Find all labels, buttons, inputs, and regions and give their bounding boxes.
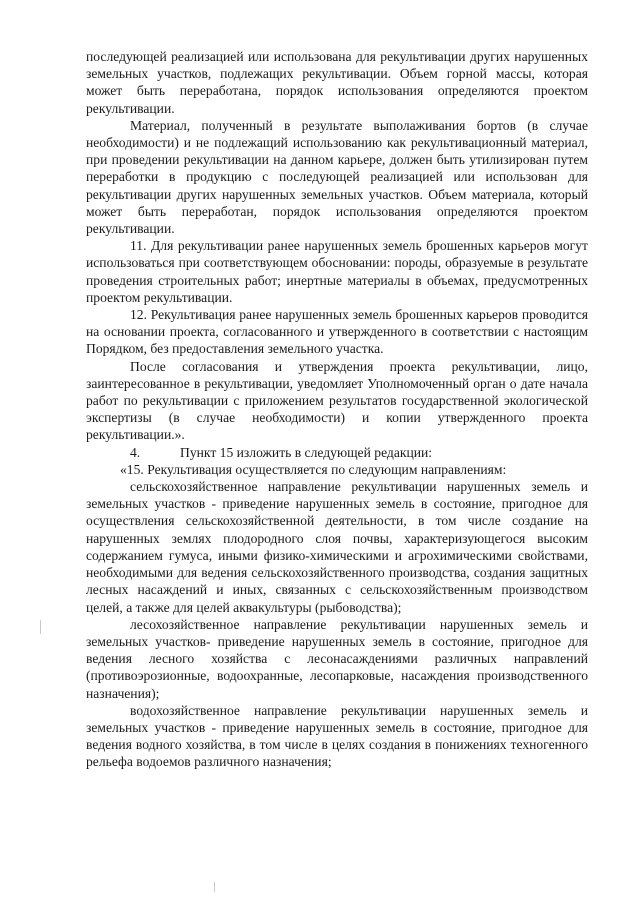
paragraph-agricultural-direction: сельскохозяйственное направление рекультивации нарушенных земель и земельных участков - приведение нарушенных земель в состояние, пригодное для осуществления сельскохозяйственной деятельности, в том числе создание на нарушенных землях плодородного слоя почвы, характеризующегося высоким содержанием гумуса, иными физико-химическими и агрохимическими свойствами, необходимыми для ведения сельскохозяйственного производства, создания защитных лесных насаждений и иных, связанных с сельскохозяйственным производством целей, а также для целей аквакультуры (рыбоводства); (86, 479, 588, 615)
paragraph-item-15: «15. Рекультивация осуществляется по следующим направлениям: (120, 461, 507, 477)
paragraph: последующей реализацией или использована для рекультивации других нарушенных земельных участков, подлежащих рекультивации. Объем горной массы, которая может быть переработана, порядок использования определяются проектом рекультивации. (86, 49, 588, 116)
paragraph-item-11: 11. Для рекультивации ранее нарушенных земель брошенных карьеров могут использоваться при соответствующем обосновании: породы, образуемые в результате проведения строительных работ; инертные материалы в объемах, предусмотренных проектом рекультивации. (86, 238, 588, 305)
paragraph: Материал, полученный в результате выполаживания бортов (в случае необходимости) и не подлежащий использованию как рекультивационный материал, при проведении рекультивации на данном карьере, должен быть утилизирован путем переработки в продукцию с последующей реализацией или использован для рекультивации других нарушенных земельных участков. Объем материала, который может быть переработан, порядок использования определяются проектом рекультивации. (86, 117, 588, 237)
list-item-text: Пункт 15 изложить в следующей редакции: (180, 444, 433, 460)
list-item-4 (86, 444, 588, 461)
list-item-number: 4. (130, 444, 141, 460)
paragraph-forestry-direction: лесохозяйственное направление рекультивации нарушенных земель и земельных участков- приведение нарушенных земель в состояние, пригодное для ведения лесного хозяйства с лесонасаждениями различных направлений (противоэрозионные, водоохранные, лесопарковые, насаждения производственного назначения); (86, 616, 588, 701)
paragraph-item-12: 12. Рекультивация ранее нарушенных земель брошенных карьеров проводится на основании проекта, согласованного и утвержденного в соответствии с настоящим Порядком, без предоставления земельного участка. (86, 307, 588, 357)
paragraph: После согласования и утверждения проекта рекультивации, лицо, заинтересованное в рекультивации, уведомляет Уполномоченный орган о дате начала работ по рекультивации с приложением результатов государственной экологической экспертизы (в случае необходимости) и копии утвержденного проекта рекультивации.». (86, 358, 588, 443)
document-body (86, 48, 588, 771)
scan-artifact-line (40, 620, 41, 634)
paragraph-water-direction: водохозяйственное направление рекультивации нарушенных земель и земельных участков - приведение нарушенных земель в состояние, пригодное для ведения водного хозяйства, в том числе в целях создания в понижениях техногенного рельефа водоемов различного назначения; (86, 702, 588, 770)
scan-artifact-line (214, 882, 215, 892)
